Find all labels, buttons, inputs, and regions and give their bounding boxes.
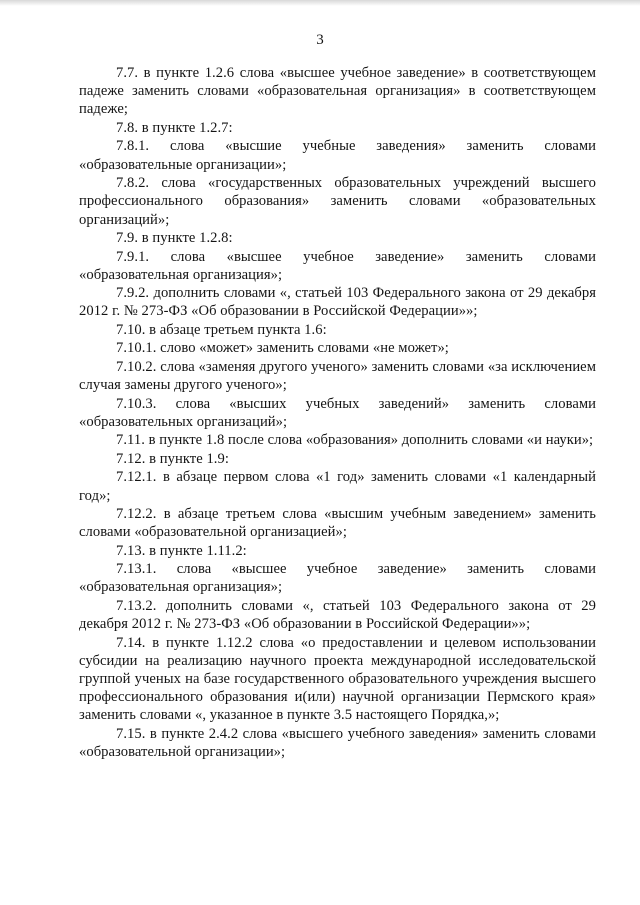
document-body xyxy=(79,64,596,762)
paragraph-7-14: 7.14. в пункте 1.12.2 слова «о предоставлении и целевом использовании субсидии на реализацию научного проекта международной исследовательской группой ученых на базе государственного образовательного учреждения высшего профессионального образования и(или) научной организации Пермского края» заменить словами «, указанное в пункте 3.5 настоящего Порядка,»; xyxy=(79,634,596,724)
paragraph-7-11: 7.11. в пункте 1.8 после слова «образования» дополнить словами «и науки»; xyxy=(116,432,594,449)
paragraph-7-10-2: 7.10.2. слова «заменяя другого ученого» заменить словами «за исключением случая замены другого ученого»; xyxy=(79,358,596,394)
paragraph-7-8-1: 7.8.1. слова «высшие учебные заведения» заменить словами «образовательные организации»; xyxy=(79,138,596,173)
page-number: 3 xyxy=(316,32,324,48)
paragraph-7-12-2: 7.12.2. в абзаце третьем слова «высшим учебным заведением» заменить словами «образовательной организацией»; xyxy=(79,506,596,541)
paragraph-7-9-2: 7.9.2. дополнить словами «, статьей 103 Федерального закона от 29 декабря 2012 г. № 273-ФЗ «Об образовании в Российской Федерации»»; xyxy=(79,285,596,320)
paragraph-7-8-2: 7.8.2. слова «государственных образовательных учреждений высшего профессионального образования» заменить словами «образовательных организаций»; xyxy=(79,175,596,228)
paragraph-7-10: 7.10. в абзаце третьем пункта 1.6: xyxy=(116,321,327,338)
paragraph-7-10-1: 7.10.1. слово «может» заменить словами «не может»; xyxy=(116,340,449,357)
paragraph-7-7: 7.7. в пункте 1.2.6 слова «высшее учебное заведение» в соответствующем падеже заменить словами «образовательная организация» в соответствующем падеже; xyxy=(79,65,596,118)
paragraph-7-13-1: 7.13.1. слова «высшее учебное заведение» заменить словами «образовательная организация»; xyxy=(79,561,596,596)
paragraph-7-15: 7.15. в пункте 2.4.2 слова «высшего учебного заведения» заменить словами «образовательной организации»; xyxy=(79,725,596,761)
paragraph-7-9: 7.9. в пункте 1.2.8: xyxy=(116,230,233,247)
scan-edge xyxy=(0,0,640,6)
paragraph-7-13: 7.13. в пункте 1.11.2: xyxy=(116,542,247,559)
paragraph-7-8: 7.8. в пункте 1.2.7: xyxy=(116,119,233,136)
paragraph-7-9-1: 7.9.1. слова «высшее учебное заведение» заменить словами «образовательная организация»; xyxy=(79,248,596,283)
paragraph-7-10-3: 7.10.3. слова «высших учебных заведений» заменить словами «образовательных организаций»; xyxy=(79,395,596,430)
paragraph-7-13-2: 7.13.2. дополнить словами «, статьей 103 Федерального закона от 29 декабря 2012 г. № 273-ФЗ «Об образовании в Российской Федерации»»; xyxy=(79,597,596,633)
paragraph-7-12-1: 7.12.1. в абзаце первом слова «1 год» заменить словами «1 календарный год»; xyxy=(79,469,596,504)
paragraph-7-12: 7.12. в пункте 1.9: xyxy=(116,450,229,467)
